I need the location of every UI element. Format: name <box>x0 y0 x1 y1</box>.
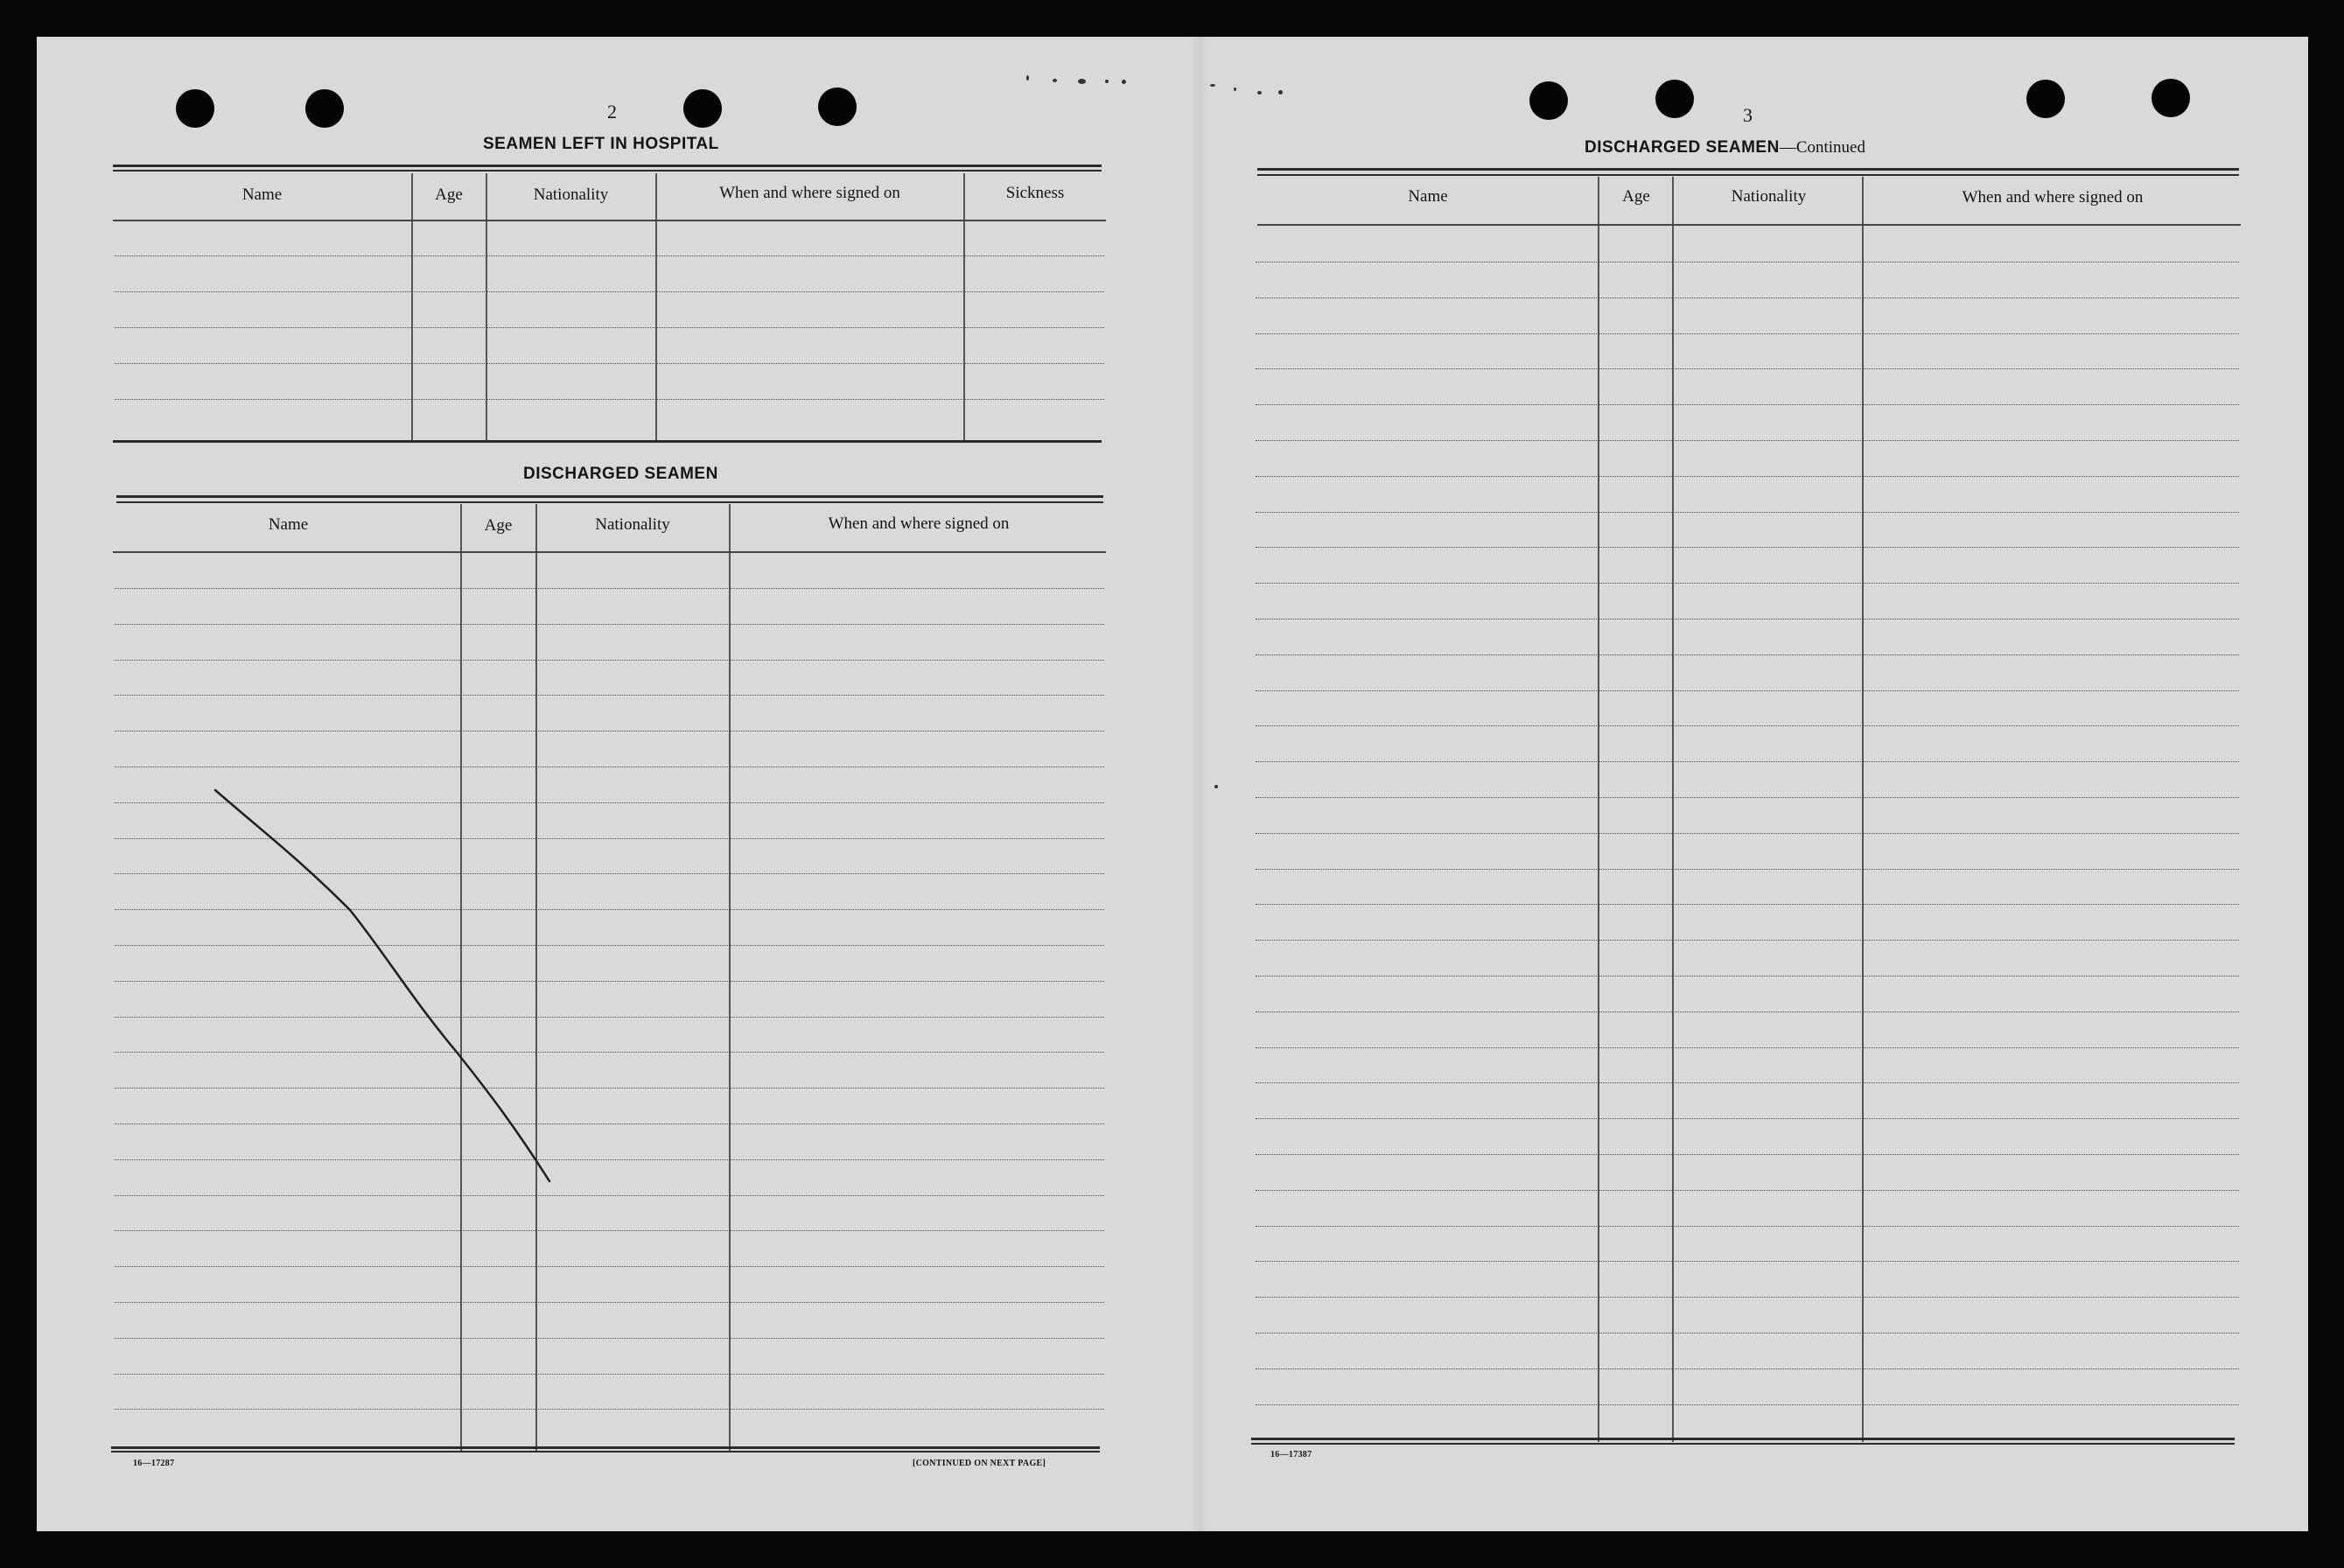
entry-line <box>1256 1082 2239 1083</box>
column-header-nationality: Nationality <box>595 515 670 534</box>
column-header-signed-on: When and where signed on <box>1962 188 2144 206</box>
column-header-name: Name <box>268 515 309 534</box>
entry-line <box>1256 940 2239 941</box>
header-bottom-rule <box>1257 224 2241 226</box>
entry-line <box>1256 476 2239 477</box>
form-number: 16—17387 <box>1270 1450 1312 1460</box>
page-number: 2 <box>607 101 617 122</box>
column-divider <box>1672 177 1674 1442</box>
entry-line <box>1256 1404 2239 1405</box>
discharged-section-title: DISCHARGED SEAMEN <box>523 465 718 483</box>
column-header-age: Age <box>1622 187 1650 206</box>
column-header-signed-on: When and where signed on <box>719 184 900 202</box>
entry-line <box>1256 690 2239 691</box>
entry-line <box>1256 583 2239 584</box>
entry-line <box>1256 440 2239 441</box>
column-divider <box>1862 177 1864 1442</box>
column-divider <box>1598 177 1599 1442</box>
entry-line <box>1256 725 2239 726</box>
entry-line <box>1256 1297 2239 1298</box>
entry-line <box>1256 1226 2239 1227</box>
entry-line <box>1256 547 2239 548</box>
entry-line <box>1256 368 2239 369</box>
page-number: 3 <box>1743 104 1753 126</box>
entry-line <box>1256 1368 2239 1369</box>
entry-line <box>1256 654 2239 655</box>
entry-line <box>1256 1118 2239 1119</box>
table-top-rule <box>1257 168 2239 171</box>
entry-line <box>1256 333 2239 334</box>
entry-line <box>1256 1154 2239 1155</box>
table-bottom-rule <box>1251 1438 2235 1440</box>
table-top-rule <box>1257 174 2239 176</box>
hospital-section-title: SEAMEN LEFT IN HOSPITAL <box>483 135 719 153</box>
table-bottom-rule <box>1251 1443 2235 1445</box>
form-number: 16—17287 <box>133 1459 175 1468</box>
continued-note: [CONTINUED ON NEXT PAGE] <box>913 1459 1046 1468</box>
column-header-age: Age <box>435 186 463 204</box>
column-header-age: Age <box>484 516 513 535</box>
entry-line <box>1256 869 2239 870</box>
entry-line <box>1256 1190 2239 1191</box>
entry-line <box>1256 1047 2239 1048</box>
discharged-continued-title: DISCHARGED SEAMEN—Continued <box>1585 138 1865 157</box>
column-header-name: Name <box>241 186 283 204</box>
entry-line <box>1256 1333 2239 1334</box>
column-header-signed-on: When and where signed on <box>828 514 1010 533</box>
entry-line <box>1256 904 2239 905</box>
column-header-name: Name <box>1408 187 1448 206</box>
entry-line <box>1256 833 2239 834</box>
column-header-sickness: Sickness <box>1005 184 1065 202</box>
entry-line <box>1256 619 2239 620</box>
entry-line <box>1256 761 2239 762</box>
column-header-nationality: Nationality <box>1731 187 1807 206</box>
entry-line <box>1256 512 2239 513</box>
entry-line <box>1256 404 2239 405</box>
entry-line <box>1256 797 2239 798</box>
entry-line <box>1256 1261 2239 1262</box>
column-header-nationality: Nationality <box>533 186 609 204</box>
